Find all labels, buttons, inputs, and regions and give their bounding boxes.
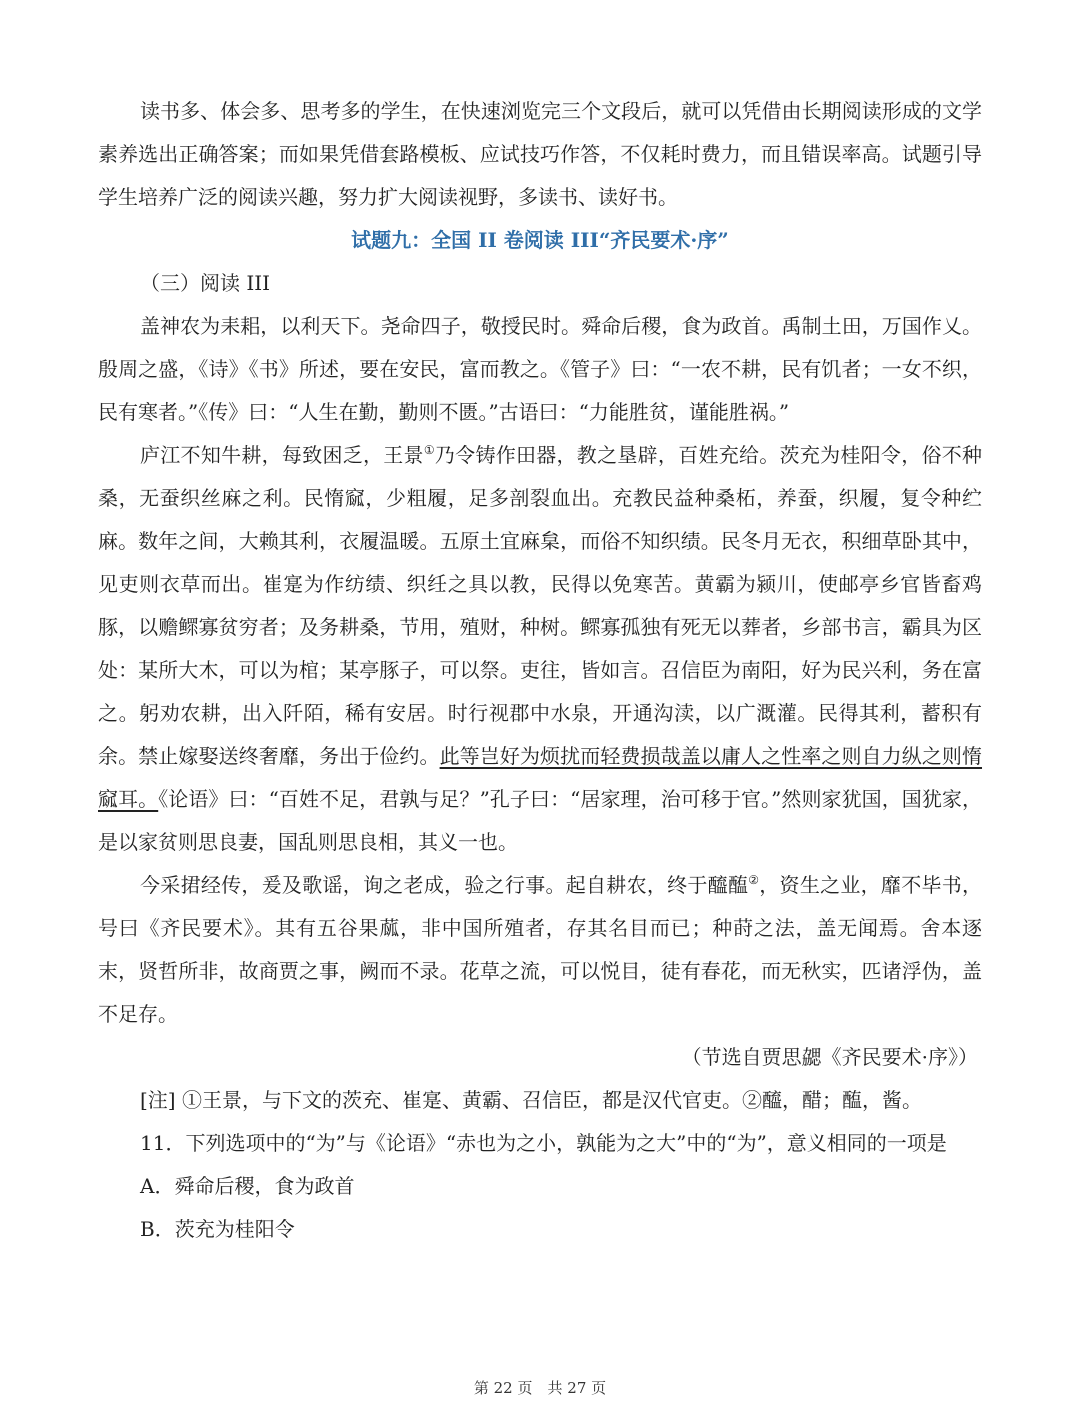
footer-suffix: 页 [591, 1379, 607, 1397]
passage-text: 《论语》曰：“百姓不足，君孰与足？”孔子曰：“居家理，治可移于官。”然则家犹国，国犹家，是以家贫则思良妻，国乱则思良相，其义一也。 [98, 787, 982, 854]
footer-middle: 页 共 [517, 1379, 563, 1397]
option-a: A．舜命后稷，食为政首 [140, 1174, 355, 1198]
total-page-number: 27 [567, 1379, 587, 1397]
question-stem: 11．下列选项中的“为”与《论语》“赤也为之小，孰能为之大”中的“为”，意义相同的一项是 [140, 1131, 947, 1155]
passage-source: （节选自贾思勰《齐民要术·序》） [681, 1045, 978, 1069]
reading-label: （三）阅读 III [140, 271, 271, 295]
footnote-marker-1: ① [423, 443, 435, 457]
passage-paragraph-2 [98, 434, 982, 864]
passage-text: ，资生之业，靡不毕书，号曰《齐民要术》。其有五谷果蓏，非中国所殖者，存其名目而已；种莳之法，盖无闻焉。舍本逐末，贤哲所非，故商贾之事，阙而不录。花草之流，可以悦目，徒有春花，而无秋实，匹诸浮伪，盖不足存。 [98, 873, 983, 1026]
underlined-sentence: 此等岂好为烦扰而轻费损哉盖以庸人之性率之则自力纵之则惰窳耳。 [98, 744, 983, 811]
passage-text: 今采捃经传，爰及歌谣，询之老成，验之行事。起自耕农，终于醯醢 [140, 873, 749, 897]
passage-paragraph-3 [98, 864, 982, 1036]
annotation-note: [注] ①王景，与下文的茨充、崔寔、黄霸、召信臣，都是汉代官吏。②醯，醋；醢，酱。 [140, 1088, 922, 1112]
footer-prefix: 第 [473, 1379, 489, 1397]
passage-paragraph-1: 盖神农为耒耜，以利天下。尧命四子，敬授民时。舜命后稷，食为政首。禹制土田，万国作乂。殷周之盛，《诗》《书》所述，要在安民，富而教之。《管子》曰：“一农不耕，民有饥者；一女不织，民有寒者。”《传》曰：“人生在勤，勤则不匮。”古语曰：“力能胜贫，谨能胜祸。” [98, 314, 982, 424]
footnote-marker-2: ② [748, 873, 760, 887]
passage-text: 庐江不知牛耕，每致困乏，王景 [140, 443, 424, 467]
option-b: B．茨充为桂阳令 [140, 1217, 295, 1241]
current-page-number: 22 [493, 1379, 513, 1397]
passage-text: 乃令铸作田器，教之垦辟，百姓充给。茨充为桂阳令，俗不种桑，无蚕织丝麻之利。民惰窳，少粗履，足多剖裂血出。充教民益种桑柘，养蚕，织履，复令种纻麻。数年之间，大赖其利，衣履温暖。五原土宜麻枲，而俗不知织绩。民冬月无衣，积细草卧其中，见吏则衣草而出。崔寔为作纺绩、织纴之具以教，民得以免寒苦。黄霸为颍川，使邮亭乡官皆畜鸡豚，以赡鳏寡贫穷者；及务耕桑，节用，殖财，种树。鳏寡孤独有死无以葬者，乡部书言，霸具为区处：某所大木，可以为棺；某亭豚子，可以祭。吏往，皆如言。召信臣为南阳，好为民兴利，务在富之。躬劝农耕，出入阡陌，稀有安居。时行视郡中水泉，开通沟渎，以广溉灌。民得其利，蓄积有余。禁止嫁娶送终奢靡，务出于俭约。 [98, 443, 983, 768]
page-footer [0, 1378, 1080, 1398]
intro-paragraph: 读书多、体会多、思考多的学生，在快速浏览完三个文段后，就可以凭借由长期阅读形成的文学素养选出正确答案；而如果凭借套路模板、应试技巧作答，不仅耗时费力，而且错误率高。试题引导学生培养广泛的阅读兴趣，努力扩大阅读视野，多读书、读好书。 [98, 99, 982, 209]
section-heading: 试题九：全国 II 卷阅读 III“齐民要术·序” [351, 228, 729, 252]
